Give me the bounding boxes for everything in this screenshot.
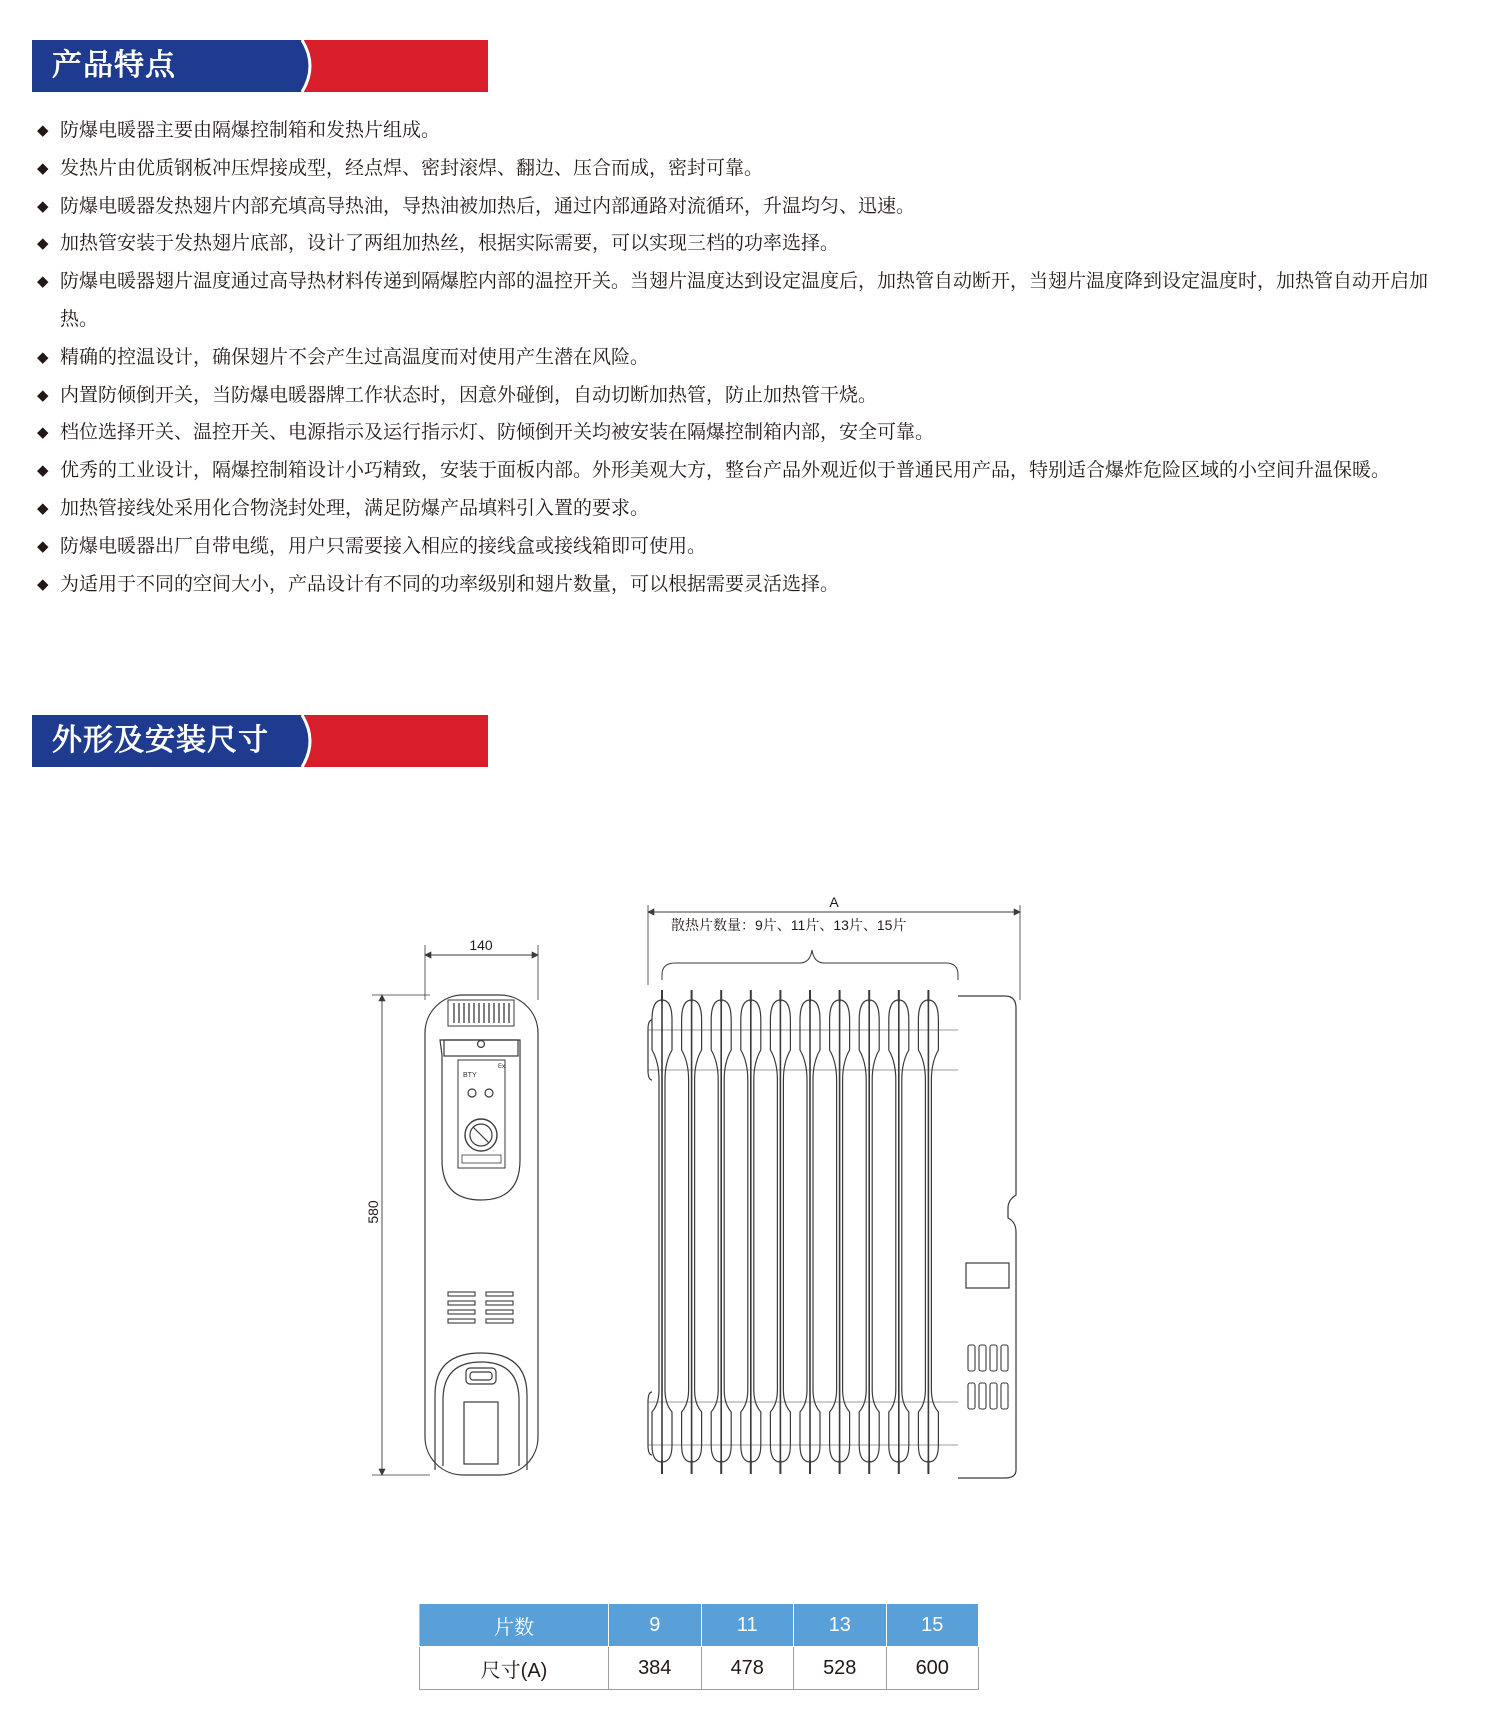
feature-item: ◆ 为适用于不同的空间大小，产品设计有不同的功率级别和翅片数量，可以根据需要灵活选择。 — [37, 566, 1467, 604]
feature-item: ◆ 防爆电暖器翅片温度通过高导热材料传递到隔爆腔内部的温控开关。当翅片温度达到设定温度后，加热管自动断开，当翅片温度降到设定温度时，加热管自动开启加热。 — [37, 263, 1442, 339]
diamond-bullet-icon: ◆ — [37, 574, 49, 593]
nameplate-box — [966, 1263, 1009, 1288]
feature-item: ◆ 优秀的工业设计，隔爆控制箱设计小巧精致，安装于面板内部。外形美观大方，整台产品外观近似于普通民用产品，特别适合爆炸危险区域的小空间升温保暖。 — [37, 452, 1442, 490]
feature-item: ◆ 防爆电暖器主要由隔爆控制箱和发热片组成。 — [37, 112, 1467, 150]
feature-item: ◆ 内置防倾倒开关，当防爆电暖器牌工作状态时，因意外碰倒，自动切断加热管，防止加热管干烧。 — [37, 377, 1467, 415]
row-label-cell: 尺寸(A) — [420, 1647, 609, 1690]
diamond-bullet-icon: ◆ — [37, 423, 49, 442]
diamond-bullet-icon: ◆ — [37, 272, 49, 291]
control-panel-outline — [440, 1040, 520, 1200]
power-indicator-icon — [468, 1089, 476, 1097]
diamond-bullet-icon: ◆ — [37, 385, 49, 404]
side-view — [648, 894, 1020, 1478]
fin-group — [648, 990, 958, 1474]
width-dimension-label: 140 — [469, 937, 493, 953]
model-label: BTY — [463, 1072, 477, 1079]
length-dimension-label: A — [829, 894, 839, 910]
cable-outlet-box — [464, 1402, 498, 1464]
spec-table-header-row — [420, 1604, 979, 1647]
size-cell: 600 — [886, 1647, 979, 1690]
top-grille — [454, 1003, 509, 1023]
feature-item: ◆ 加热管安装于发热翅片底部，设计了两组加热丝，根据实际需要，可以实现三档的功率选择。 — [37, 225, 1467, 263]
fin-end-cap — [648, 1020, 652, 1455]
diamond-bullet-icon: ◆ — [37, 347, 49, 366]
diamond-bullet-icon: ◆ — [37, 234, 49, 253]
fin-count-note: 散热片数量：9片、11片、13片、15片 — [671, 917, 907, 933]
fin-count-cell: 13 — [794, 1604, 887, 1647]
diamond-bullet-icon: ◆ — [37, 158, 49, 177]
middle-vents — [448, 1292, 513, 1323]
diamond-bullet-icon: ◆ — [37, 121, 49, 139]
fin-brace — [662, 950, 958, 980]
fin-count-cell: 15 — [886, 1604, 979, 1647]
feature-item: ◆ 档位选择开关、温控开关、电源指示及运行指示灯、防倾倒开关均被安装在隔爆控制箱内部，安全可靠。 — [37, 414, 1467, 452]
lower-cover-outline — [435, 1353, 527, 1470]
feature-item: ◆ 发热片由优质钢板冲压焊接成型，经点焊、密封滚焊、翻边、压合而成，密封可靠。 — [37, 150, 1467, 188]
section-title-dimensions: 外形及安装尺寸 — [52, 723, 269, 758]
spec-table — [419, 1603, 979, 1690]
size-cell: 528 — [794, 1647, 887, 1690]
run-indicator-icon — [485, 1089, 493, 1097]
header-label-cell: 片数 — [420, 1604, 609, 1647]
diamond-bullet-icon: ◆ — [37, 498, 49, 517]
feature-item: ◆ 防爆电暖器出厂自带电缆，用户只需要接入相应的接线盒或接线箱即可使用。 — [37, 528, 1467, 566]
size-cell: 478 — [701, 1647, 794, 1690]
front-view — [365, 937, 538, 1475]
size-cell: 384 — [609, 1647, 702, 1690]
side-vents — [968, 1345, 1008, 1409]
fin-count-cell: 11 — [701, 1604, 794, 1647]
fin-count-cell: 9 — [609, 1604, 702, 1647]
feature-item: ◆ 精确的控温设计，确保翅片不会产生过高温度而对使用产生潜在风险。 — [37, 339, 1467, 377]
side-housing-outline — [958, 996, 1016, 1478]
feature-item: ◆ 防爆电暖器发热翅片内部充填高导热油，导热油被加热后，通过内部通路对流循环，升温均匀、迅速。 — [37, 188, 1467, 226]
indicator-screw-icon — [478, 1041, 485, 1048]
ex-mark-label: Ex — [498, 1064, 506, 1070]
feature-item: ◆ 加热管接线处采用化合物浇封处理，满足防爆产品填料引入置的要求。 — [37, 490, 1467, 528]
spec-table-size-row — [420, 1647, 979, 1690]
diamond-bullet-icon: ◆ — [37, 461, 49, 480]
height-dimension-label: 580 — [365, 1200, 381, 1224]
section-title-features: 产品特点 — [52, 48, 176, 83]
diamond-bullet-icon: ◆ — [37, 196, 49, 215]
diamond-bullet-icon: ◆ — [37, 536, 49, 555]
